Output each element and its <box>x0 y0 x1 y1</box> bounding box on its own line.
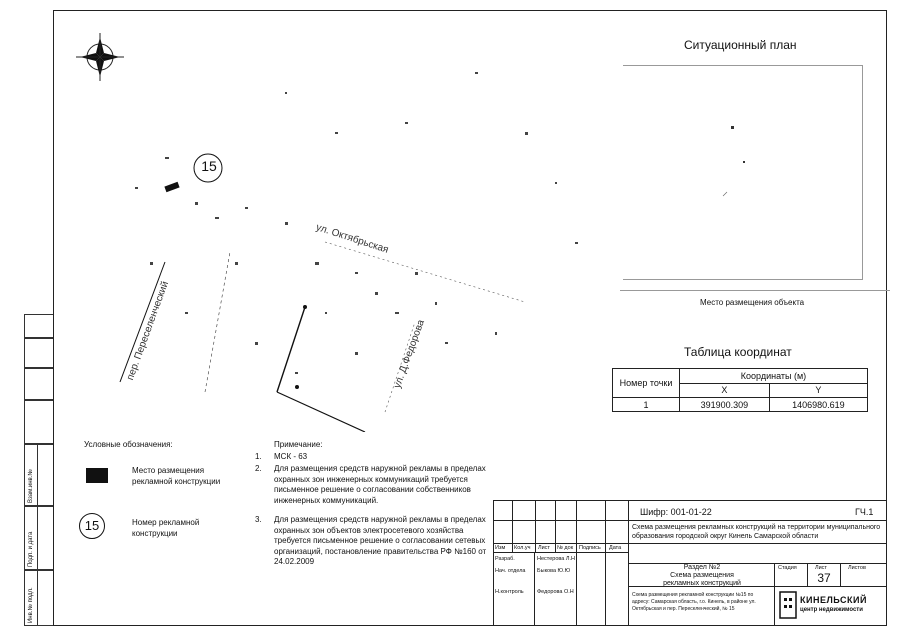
situational-plan-divider <box>620 290 890 291</box>
drawing-sheet: Взам.инв.№ Подп. и дата Инв.№ подл. 15 ул. Октябрьская пер. Переселенческий ул. Д.Федорова Ситуационный план Место размещения объекта Таблица координат Номер точки Координаты (м) X Y 1 391900.309 1406980.619 Условные обозначения: Место размещения рекламной конструкции 15 Номер рекламной конструкции Примечание: 1. МСК - 63 2. Для размещения средств наружной рекламы в пределах охранных зон инженерных коммуникаций требуется письменное решение о согласовании собственников инженерных коммуникаций. 3. Для размещения средств наружной рекламы в пределах охранных зон объектов электросетевого хозяйства требуется письменное решение о согласовании сетевых организаций, постановление правительства РФ №160 от 24.02.2009 Шифр: 001-01-22 ГЧ.1 Схема размещения рекламных конструкций на территории муниципального образования городской округ Кинель Самарской области Изм Кол.уч Лист № док Подпись Дата Разраб. Нестерова Л.Н Нач. отдела Быкова Ю.Ю Н.контроль Федорова О.Н Раздел №2 Схема размещения рекламных конструкций Стадия Лист Листов 37 Схема размещения рекламной конструкции №15 по адресу: Самарская область, г.о. Кинель, в районе ул. Октябрьская и пер. Переселенческий, № 15 КИНЕЛЬСКИЙ центр недвижимости <box>0 0 905 640</box>
stamp-code: Шифр: 001-01-22 <box>640 507 712 517</box>
stamp-section-desc: Схема размещения рекламных конструкций <box>663 572 741 587</box>
left-stamp-cell <box>24 338 53 368</box>
legend-item-place: Место размещения рекламной конструкции <box>132 466 221 486</box>
legend-number-circle: 15 <box>79 513 105 539</box>
left-stamp-cell <box>24 400 53 444</box>
situational-plan-caption: Место размещения объекта <box>700 298 805 307</box>
legend-marker-icon <box>86 468 108 483</box>
stamp-section: Раздел №2 <box>683 564 721 571</box>
coord-header-coords: Координаты (м) <box>680 369 868 384</box>
coord-table-title: Таблица координат <box>684 345 792 359</box>
map-number-label: 15 <box>201 158 217 174</box>
stamp-sheet-number: 37 <box>817 571 831 585</box>
left-stamp-cell <box>24 314 53 338</box>
legend-item-number: Номер рекламной конструкции <box>132 518 200 538</box>
street-label: ул. Октябрьская <box>314 222 390 256</box>
coord-header-x: X <box>680 383 770 398</box>
note-2: Для размещения средств наружной рекламы в пределах охранных зон инженерных коммуникаций требуется письменное решение о согласовании собственников инженерных коммуникаций. <box>274 464 486 505</box>
compass-icon <box>76 33 124 81</box>
street-label: пер. Переселенческий <box>125 279 172 382</box>
stamp-object-desc: Схема размещения рекламной конструкции №15 по адресу: Самарская область, г.о. Кинель, в районе ул. Октябрьская и пер. Переселенческий, № 15 <box>632 592 756 612</box>
company-logo-icon <box>778 590 798 620</box>
coord-header-y: Y <box>769 383 867 398</box>
note-1: МСК - 63 <box>274 452 308 461</box>
advert-place-marker <box>164 182 179 192</box>
note-3: Для размещения средств наружной рекламы в пределах охранных зон объектов электросетевого хозяйства требуется письменное решение о согласовании сетевых организаций, постановление правительства РФ №160 от 24.02.2009 <box>274 515 487 566</box>
company-logo-name: КИНЕЛЬСКИЙ <box>800 595 867 605</box>
legend-title: Условные обозначения: <box>84 440 173 449</box>
left-stamp-label: Инв.№ подл. <box>28 587 34 623</box>
coord-table <box>612 368 868 412</box>
stamp-sheet-code: ГЧ.1 <box>855 507 874 517</box>
stamp-description: Схема размещения рекламных конструкций на территории муниципального образования городской округ Кинель Самарской области <box>632 524 881 540</box>
company-logo-subtitle: центр недвижимости <box>800 607 863 613</box>
left-stamp-cell <box>24 368 53 400</box>
notes-title: Примечание: <box>274 440 323 449</box>
street-label: ул. Д.Федорова <box>392 318 427 390</box>
situational-plan-title: Ситуационный план <box>684 38 797 52</box>
coord-header-point: Номер точки <box>613 369 680 398</box>
left-stamp-label: Подп. и дата <box>28 531 34 567</box>
situational-plan-box <box>623 65 863 280</box>
left-stamp-label: Взам.инв.№ <box>28 469 34 503</box>
table-row: 1 391900.309 1406980.619 <box>613 398 868 412</box>
